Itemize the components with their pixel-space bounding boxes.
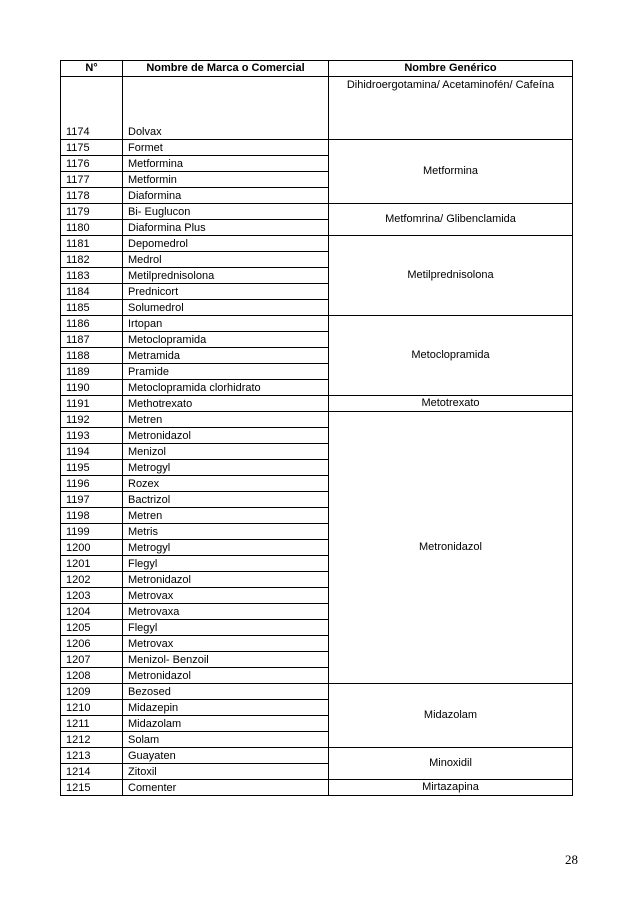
generic-name: Minoxidil [329,748,573,780]
generic-name: Metfomrina/ Glibenclamida [329,204,573,236]
row-number: 1194 [61,444,123,460]
brand-name: Metronidazol [123,572,329,588]
row-number: 1203 [61,588,123,604]
row-number: 1215 [61,780,123,796]
row-number: 1179 [61,204,123,220]
table-row [61,316,573,332]
brand-name: Menizol- Benzoil [123,652,329,668]
brand-name: Metrogyl [123,540,329,556]
brand-name: Pramide [123,364,329,380]
row-number: 1182 [61,252,123,268]
header-generic: Nombre Genérico [329,61,573,77]
brand-name: Metformin [123,172,329,188]
row-number: 1201 [61,556,123,572]
brand-name: Metris [123,524,329,540]
brand-name: Comenter [123,780,329,796]
row-number: 1198 [61,508,123,524]
page-number: 28 [565,852,578,867]
table-row [61,204,573,220]
row-number: 1214 [61,764,123,780]
brand-name: Metronidazol [123,668,329,684]
brand-name: Flegyl [123,556,329,572]
brand-name: Formet [123,140,329,156]
row-number: 1196 [61,476,123,492]
generic-name: Metronidazol [329,412,573,684]
brand-name: Metren [123,508,329,524]
row-number: 1212 [61,732,123,748]
brand-name: Metoclopramida [123,332,329,348]
table-body [61,77,573,796]
brand-name: Midazepin [123,700,329,716]
generic-name: Midazolam [329,684,573,748]
generic-name: Metotrexato [329,396,573,412]
row-number: 1207 [61,652,123,668]
brand-name: Diaformina Plus [123,220,329,236]
brand-name: Prednicort [123,284,329,300]
brand-name: Irtopan [123,316,329,332]
brand-name: Metrogyl [123,460,329,476]
brand-name: Midazolam [123,716,329,732]
brand-name: Rozex [123,476,329,492]
row-number: 1195 [61,460,123,476]
row-number: 1187 [61,332,123,348]
row-number: 1185 [61,300,123,316]
row-number: 1186 [61,316,123,332]
row-number: 1202 [61,572,123,588]
row-number: 1184 [61,284,123,300]
table-row [61,748,573,764]
brand-name: Metformina [123,156,329,172]
row-number: 1189 [61,364,123,380]
header-brand: Nombre de Marca o Comercial [123,61,329,77]
row-number: 1174 [61,77,123,140]
brand-name: Depomedrol [123,236,329,252]
row-number: 1188 [61,348,123,364]
table-row [61,140,573,156]
generic-name: Mirtazapina [329,780,573,796]
row-number: 1204 [61,604,123,620]
row-number: 1205 [61,620,123,636]
table-row [61,684,573,700]
row-number: 1193 [61,428,123,444]
table-row [61,396,573,412]
brand-name: Metilprednisolona [123,268,329,284]
brand-name: Menizol [123,444,329,460]
brand-name: Zitoxil [123,764,329,780]
header-number: N° [61,61,123,77]
brand-name: Metrovaxa [123,604,329,620]
row-number: 1200 [61,540,123,556]
brand-name: Metrovax [123,588,329,604]
row-number: 1175 [61,140,123,156]
row-number: 1192 [61,412,123,428]
brand-name: Metrovax [123,636,329,652]
row-number: 1199 [61,524,123,540]
generic-name: Dihidroergotamina/ Acetaminofén/ Cafeína [329,77,573,140]
row-number: 1206 [61,636,123,652]
brand-name: Solam [123,732,329,748]
brand-name: Dolvax [123,77,329,140]
brand-name: Methotrexato [123,396,329,412]
row-number: 1181 [61,236,123,252]
row-number: 1180 [61,220,123,236]
drug-table [60,60,573,796]
row-number: 1191 [61,396,123,412]
brand-name: Solumedrol [123,300,329,316]
table-row [61,77,573,140]
row-number: 1210 [61,700,123,716]
brand-name: Flegyl [123,620,329,636]
brand-name: Bactrizol [123,492,329,508]
table-row [61,412,573,428]
brand-name: Metoclopramida clorhidrato [123,380,329,396]
row-number: 1197 [61,492,123,508]
brand-name: Metramida [123,348,329,364]
row-number: 1211 [61,716,123,732]
header-row [61,61,573,77]
brand-name: Medrol [123,252,329,268]
brand-name: Bi- Euglucon [123,204,329,220]
row-number: 1176 [61,156,123,172]
table-row [61,780,573,796]
row-number: 1177 [61,172,123,188]
row-number: 1209 [61,684,123,700]
row-number: 1190 [61,380,123,396]
row-number: 1178 [61,188,123,204]
brand-name: Guayaten [123,748,329,764]
generic-name: Metilprednisolona [329,236,573,316]
generic-name: Metoclopramida [329,316,573,396]
generic-name: Metformina [329,140,573,204]
row-number: 1183 [61,268,123,284]
brand-name: Metren [123,412,329,428]
table-row [61,236,573,252]
row-number: 1208 [61,668,123,684]
brand-name: Metronidazol [123,428,329,444]
brand-name: Bezosed [123,684,329,700]
brand-name: Diaformina [123,188,329,204]
row-number: 1213 [61,748,123,764]
